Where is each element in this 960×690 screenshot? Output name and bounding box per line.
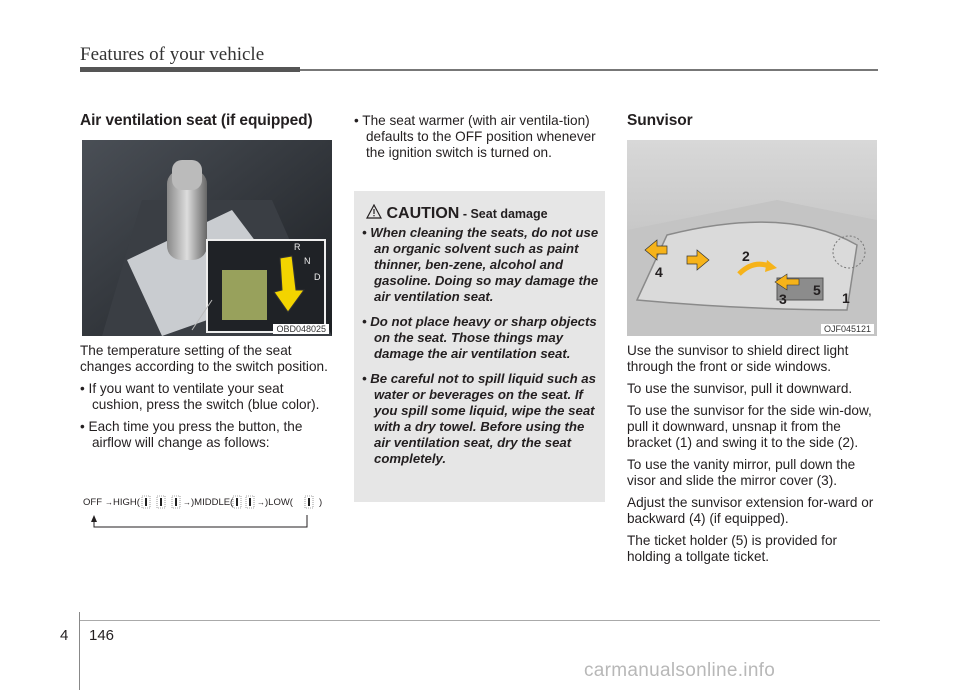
flow-low: )LOW( [265, 497, 293, 508]
fan-icons-middle [233, 496, 254, 508]
paragraph: To use the sunvisor, pull it downward. [627, 381, 853, 396]
header-bar [80, 67, 300, 72]
airflow-diagram-svg [83, 492, 343, 532]
fan-icons-high [142, 496, 180, 508]
right-body [627, 343, 879, 565]
running-header: Features of your vehicle [80, 44, 265, 65]
caution-list [362, 225, 600, 476]
gear-letter-n: N [304, 256, 311, 266]
svg-text:→: → [183, 498, 191, 507]
header-rule [300, 69, 878, 71]
paragraph: To use the vanity mirror, pull down the visor and slide the mirror cover (3). [627, 457, 856, 488]
caution-heading [366, 204, 548, 223]
paragraph: The temperature setting of the seat changes according to the switch position. [80, 343, 328, 374]
callout-5: 5 [813, 282, 821, 298]
caution-label: CAUTION [386, 205, 460, 222]
paragraph: The ticket holder (5) is provided for holding a tollgate ticket. [627, 533, 838, 564]
gear-letter-r: R [294, 242, 301, 252]
bullet-item: • The seat warmer (with air ventila-tion) defaults to the OFF position whenever the ignition switch is turned on. [354, 113, 596, 160]
section-title-air-ventilation: Air ventilation seat (if equipped) [80, 112, 313, 129]
callout-4: 4 [655, 264, 663, 280]
caution-item: • When cleaning the seats, do not use an organic solvent such as paint thinner, ben-zene, alcohol and gasoline. Doing so may damage the air ventilation seat. [362, 225, 599, 304]
image-code: OJF045121 [821, 324, 874, 334]
paragraph: To use the sunvisor for the side win-dow, pull it downward, unsnap it from the bracket (1) and swing it to the side (2). [627, 403, 872, 450]
caution-subtitle: - Seat damage [459, 207, 548, 221]
caution-item: • Be careful not to spill liquid such as water or beverages on the seat. If you spill some liquid, wipe the seat with a dry towel. Before using the air ventilation seat, dry the seat completely. [362, 371, 596, 466]
paragraph: Use the sunvisor to shield direct light through the front or side windows. [627, 343, 849, 374]
fan-icons-low [305, 496, 313, 508]
gear-letter-d: D [314, 272, 321, 282]
sunvisor-photo [627, 140, 877, 336]
paragraph: Adjust the sunvisor extension for-ward or backward (4) (if equipped). [627, 495, 874, 526]
flow-end: ) [319, 497, 323, 508]
bullet-item: • Each time you press the button, the airflow will change as follows: [80, 419, 303, 450]
svg-text:→: → [257, 498, 265, 507]
caution-item: • Do not place heavy or sharp objects on the seat. Those things may damage the air ventilation seat. [362, 314, 597, 361]
page-number: 146 [89, 627, 115, 644]
caution-box [354, 191, 605, 502]
svg-text:→: → [105, 498, 113, 507]
flow-off: OFF [83, 497, 102, 508]
watermark: carmanualsonline.info [584, 660, 776, 681]
image-code: OBD048025 [273, 324, 329, 334]
bullet-item: • If you want to ventilate your seat cushion, press the switch (blue color). [80, 381, 320, 412]
airflow-sequence-diagram [83, 492, 343, 532]
footer-divider [79, 612, 80, 690]
chapter-number: 4 [60, 627, 69, 644]
footer-rule [80, 620, 880, 621]
callout-1: 1 [842, 290, 850, 306]
left-body [80, 343, 332, 451]
flow-middle: )MIDDLE( [191, 497, 234, 508]
callout-3: 3 [779, 291, 787, 307]
flow-high: HIGH( [113, 497, 140, 508]
callout-2: 2 [742, 248, 750, 264]
console-illustration [82, 140, 332, 336]
section-title-sunvisor: Sunvisor [627, 112, 693, 129]
middle-body [354, 113, 604, 161]
warning-triangle-icon [366, 204, 382, 219]
console-photo [82, 140, 332, 336]
sunvisor-illustration [627, 140, 877, 336]
